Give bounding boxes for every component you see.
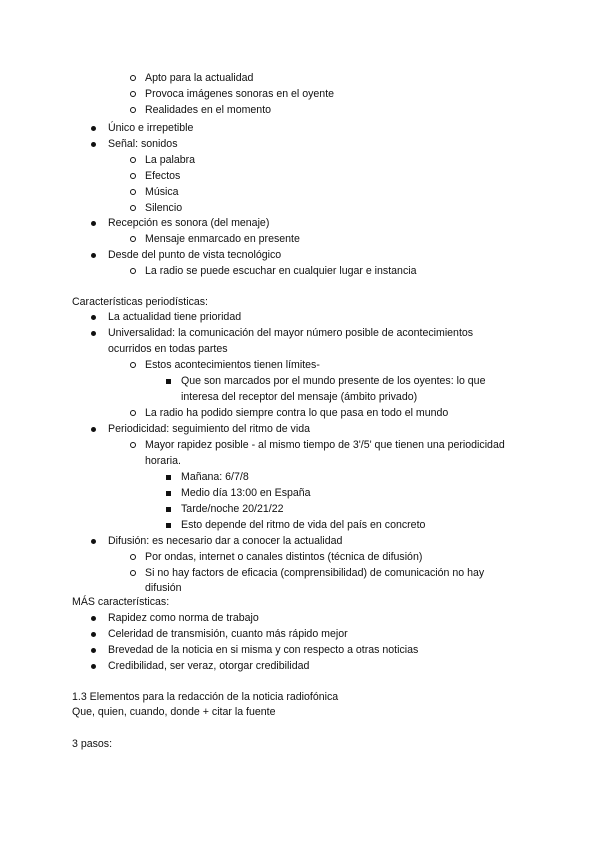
list-item: Estos acontecimientos tienen límites- xyxy=(145,359,320,371)
list-item: Rapidez como norma de trabajo xyxy=(108,612,259,624)
circle-bullet-icon xyxy=(130,362,136,368)
disc-bullet-icon xyxy=(91,539,96,544)
circle-bullet-icon xyxy=(130,91,136,97)
circle-bullet-icon xyxy=(130,107,136,113)
circle-bullet-icon xyxy=(130,157,136,163)
list-item: Único e irrepetible xyxy=(108,122,194,134)
square-bullet-icon xyxy=(166,475,171,480)
list-item: Tarde/noche 20/21/22 xyxy=(181,503,284,515)
disc-bullet-icon xyxy=(91,427,96,432)
list-item-continuation: ocurridos en todas partes xyxy=(108,343,228,355)
circle-bullet-icon xyxy=(130,236,136,242)
list-item: Mañana: 6/7/8 xyxy=(181,471,249,483)
list-item: Que son marcados por el mundo presente de los oyentes: lo que xyxy=(181,375,486,387)
list-item: Recepción es sonora (del menaje) xyxy=(108,217,270,229)
list-item: La radio se puede escuchar en cualquier lugar e instancia xyxy=(145,265,417,277)
disc-bullet-icon xyxy=(91,616,96,621)
list-item: Celeridad de transmisión, cuanto más rápido mejor xyxy=(108,628,348,640)
list-item: Desde del punto de vista tecnológico xyxy=(108,249,282,261)
list-item: Apto para la actualidad xyxy=(145,72,254,84)
list-item: La palabra xyxy=(145,154,196,166)
list-item: Si no hay factors de eficacia (comprensibilidad) de comunicación no hay xyxy=(145,567,485,579)
list-item: Credibilidad, ser veraz, otorgar credibilidad xyxy=(108,660,310,672)
disc-bullet-icon xyxy=(91,632,96,637)
list-item: Silencio xyxy=(145,202,183,214)
disc-bullet-icon xyxy=(91,315,96,320)
paragraph: Que, quien, cuando, donde + citar la fuente xyxy=(72,706,276,718)
list-item: Señal: sonidos xyxy=(108,138,178,150)
circle-bullet-icon xyxy=(130,75,136,81)
list-item: Mayor rapidez posible - al mismo tiempo de 3'/5' que tienen una periodicidad xyxy=(145,439,505,451)
list-item: Mensaje enmarcado en presente xyxy=(145,233,300,245)
square-bullet-icon xyxy=(166,379,171,384)
disc-bullet-icon xyxy=(91,648,96,653)
circle-bullet-icon xyxy=(130,570,136,576)
list-item: Provoca imágenes sonoras en el oyente xyxy=(145,88,335,100)
circle-bullet-icon xyxy=(130,554,136,560)
circle-bullet-icon xyxy=(130,173,136,179)
list-item-continuation: horaria. xyxy=(145,455,181,467)
list-item: Difusión: es necesario dar a conocer la actualidad xyxy=(108,535,343,547)
list-item: Periodicidad: seguimiento del ritmo de vida xyxy=(108,423,310,435)
disc-bullet-icon xyxy=(91,331,96,336)
disc-bullet-icon xyxy=(91,126,96,131)
list-item-continuation: difusión xyxy=(145,582,182,594)
disc-bullet-icon xyxy=(91,253,96,258)
paragraph: 3 pasos: xyxy=(72,738,113,750)
list-item: La actualidad tiene prioridad xyxy=(108,311,242,323)
list-item: Efectos xyxy=(145,170,181,182)
list-item: Esto depende del ritmo de vida del país en concreto xyxy=(181,519,426,531)
circle-bullet-icon xyxy=(130,442,136,448)
circle-bullet-icon xyxy=(130,205,136,211)
list-item: Realidades en el momento xyxy=(145,104,272,116)
list-item: Medio día 13:00 en España xyxy=(181,487,311,499)
section-heading: MÁS características: xyxy=(72,596,170,608)
list-item: Por ondas, internet o canales distintos (técnica de difusión) xyxy=(145,551,423,563)
square-bullet-icon xyxy=(166,507,171,512)
list-item: Música xyxy=(145,186,179,198)
circle-bullet-icon xyxy=(130,189,136,195)
disc-bullet-icon xyxy=(91,142,96,147)
disc-bullet-icon xyxy=(91,664,96,669)
list-item: La radio ha podido siempre contra lo que pasa en todo el mundo xyxy=(145,407,449,419)
circle-bullet-icon xyxy=(130,410,136,416)
section-heading: Características periodísticas: xyxy=(72,296,209,308)
section-heading: 1.3 Elementos para la redacción de la noticia radiofónica xyxy=(72,691,339,703)
disc-bullet-icon xyxy=(91,221,96,226)
circle-bullet-icon xyxy=(130,268,136,274)
list-item: Universalidad: la comunicación del mayor número posible de acontecimientos xyxy=(108,327,474,339)
list-item-continuation: interesa del receptor del mensaje (ámbito privado) xyxy=(181,391,418,403)
square-bullet-icon xyxy=(166,491,171,496)
list-item: Brevedad de la noticia en si misma y con respecto a otras noticias xyxy=(108,644,419,656)
square-bullet-icon xyxy=(166,523,171,528)
